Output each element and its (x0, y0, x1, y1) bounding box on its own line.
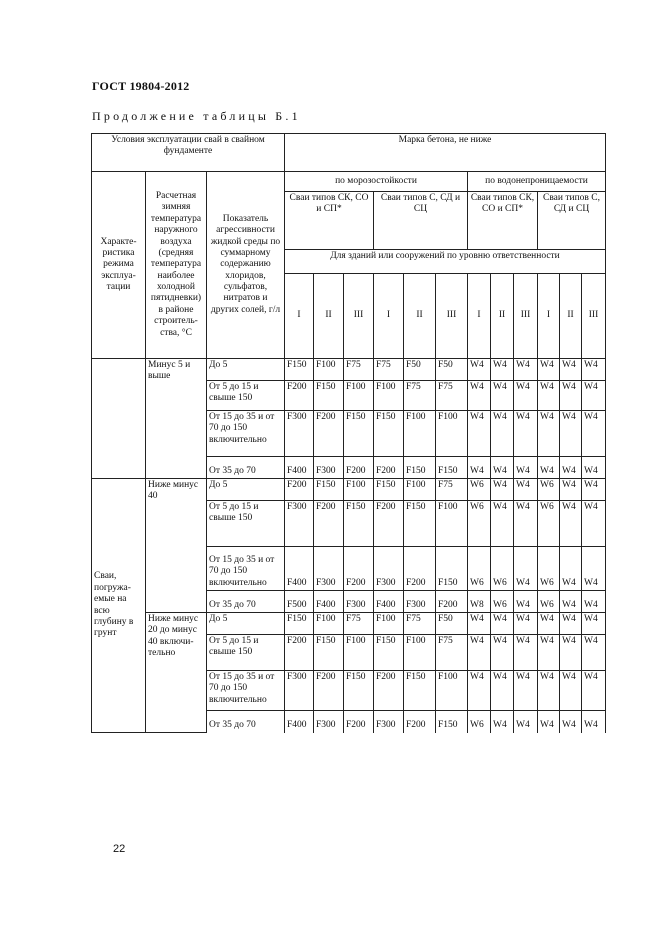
grade-value: W4 (538, 711, 560, 733)
grade-value: W6 (491, 547, 514, 591)
aggressiveness-cell: От 15 до 35 и от 70 до 150 включительно (207, 547, 285, 591)
grade-value: F100 (344, 479, 374, 501)
grade-value: F100 (374, 381, 404, 411)
header-temperature: Расчетная зимняя температура наружного воздуха (средняя температура наиболее холодной пятидневки) в районе строитель-ства, °С (146, 172, 207, 359)
mode-label: Сваи, погружа-емые на всю глубину в грунт (92, 479, 146, 733)
grade-value: W6 (468, 501, 491, 547)
temperature-cell: Ниже минус 20 до минус 40 включи-тельно (146, 613, 207, 733)
grade-value: F150 (344, 671, 374, 711)
header-water: по водонепроницаемости (468, 172, 606, 192)
aggressiveness-cell: До 5 (207, 479, 285, 501)
grade-value: W4 (582, 635, 606, 671)
header-conditions: Условия эксплуатации свай в свайном фундаменте (92, 134, 285, 172)
header-level: III (582, 274, 606, 359)
grade-value: F400 (285, 547, 314, 591)
grade-value: F200 (374, 501, 404, 547)
grade-value: F150 (436, 547, 468, 591)
grade-value: W4 (514, 613, 538, 635)
table-row (92, 359, 606, 381)
grade-value: W4 (468, 359, 491, 381)
grade-value: W4 (582, 671, 606, 711)
grade-value: W4 (560, 381, 582, 411)
grade-value: F50 (436, 613, 468, 635)
grade-value: F75 (436, 479, 468, 501)
grade-value: F100 (436, 671, 468, 711)
grade-value: W4 (538, 671, 560, 711)
grade-value: W4 (514, 457, 538, 479)
grade-value: F100 (404, 635, 436, 671)
grade-value: W4 (491, 671, 514, 711)
header-concrete-grade: Марка бетона, не ниже (285, 134, 606, 172)
grade-value: W4 (582, 381, 606, 411)
header-level: I (538, 274, 560, 359)
grade-value: W4 (538, 381, 560, 411)
grade-value: W4 (468, 671, 491, 711)
aggressiveness-cell: От 15 до 35 и от 70 до 150 включительно (207, 411, 285, 457)
document-title: ГОСТ 19804-2012 (92, 79, 190, 93)
grade-value: W4 (491, 635, 514, 671)
grade-value: W4 (514, 411, 538, 457)
header-pile-s-water: Сваи типов С, СД и СЦ (538, 192, 606, 250)
grade-value: W6 (538, 501, 560, 547)
grade-value: W4 (514, 711, 538, 733)
grade-value: W4 (582, 547, 606, 591)
grade-value: W4 (560, 613, 582, 635)
grade-value: F300 (344, 591, 374, 613)
grade-value: W4 (538, 635, 560, 671)
grade-value: F200 (344, 547, 374, 591)
grade-value: W4 (582, 613, 606, 635)
grade-value: F150 (436, 711, 468, 733)
grade-value: W4 (514, 359, 538, 381)
grade-value: F75 (404, 381, 436, 411)
header-mode: Характе-ристика режима эксплуа-тации (92, 172, 146, 359)
grade-value: F150 (344, 411, 374, 457)
grade-value: W4 (468, 381, 491, 411)
grade-value: F200 (374, 671, 404, 711)
grade-value: W4 (491, 359, 514, 381)
grade-value: W4 (538, 411, 560, 457)
grade-value: F150 (436, 457, 468, 479)
grade-value: F200 (314, 411, 344, 457)
grade-value: F200 (344, 711, 374, 733)
grade-value: F150 (285, 613, 314, 635)
grade-value: F200 (285, 381, 314, 411)
grade-value: W4 (468, 457, 491, 479)
header-level: III (514, 274, 538, 359)
grade-value: W4 (538, 457, 560, 479)
header-level: II (404, 274, 436, 359)
grade-value: W4 (491, 501, 514, 547)
header-responsibility: Для зданий или сооружений по уровню ответственности (285, 250, 606, 274)
table-row (92, 479, 606, 501)
grade-value: F300 (404, 591, 436, 613)
grade-value: W4 (514, 591, 538, 613)
grade-value: W4 (560, 479, 582, 501)
grade-value: W4 (582, 457, 606, 479)
grade-value: F100 (404, 411, 436, 457)
grade-value: F200 (314, 671, 344, 711)
grade-value: F50 (436, 359, 468, 381)
grade-value: F150 (404, 671, 436, 711)
grade-value: W4 (560, 591, 582, 613)
temperature-cell: Ниже минус 40 (146, 479, 207, 613)
grade-value: W4 (514, 479, 538, 501)
grade-value: F200 (344, 457, 374, 479)
grade-value: W4 (560, 547, 582, 591)
header-pile-sk-frost: Сваи типов СК, СО и СП* (285, 192, 374, 250)
grade-value: F150 (374, 411, 404, 457)
grade-value: W4 (491, 479, 514, 501)
grade-value: F300 (374, 547, 404, 591)
grade-value: W4 (538, 613, 560, 635)
grade-value: F200 (436, 591, 468, 613)
header-level: II (314, 274, 344, 359)
aggressiveness-cell: От 5 до 15 и свыше 150 (207, 635, 285, 671)
header-level: I (374, 274, 404, 359)
grade-value: W4 (560, 635, 582, 671)
grade-value: F100 (404, 479, 436, 501)
grade-value: F100 (374, 613, 404, 635)
aggressiveness-cell: От 5 до 15 и свыше 150 (207, 501, 285, 547)
grade-value: F100 (314, 613, 344, 635)
aggressiveness-cell: От 5 до 15 и свыше 150 (207, 381, 285, 411)
page-number: 22 (113, 843, 126, 855)
aggressiveness-cell: От 35 до 70 (207, 457, 285, 479)
grade-value: W4 (491, 613, 514, 635)
grade-value: F150 (314, 635, 344, 671)
grade-value: W6 (491, 591, 514, 613)
aggressiveness-cell: До 5 (207, 613, 285, 635)
grade-value: F100 (436, 411, 468, 457)
grade-value: F300 (314, 711, 344, 733)
grade-value: F100 (436, 501, 468, 547)
grade-value: F200 (404, 711, 436, 733)
grade-value: W6 (468, 479, 491, 501)
grade-value: W4 (514, 381, 538, 411)
grade-value: W4 (582, 501, 606, 547)
grade-value: F75 (374, 359, 404, 381)
grade-value: F400 (285, 711, 314, 733)
grade-value: W4 (582, 591, 606, 613)
grade-value: W4 (560, 457, 582, 479)
aggressiveness-cell: До 5 (207, 359, 285, 381)
grade-value: F200 (285, 635, 314, 671)
grade-value: W4 (582, 411, 606, 457)
grade-value: W4 (491, 711, 514, 733)
grade-value: F50 (404, 359, 436, 381)
grade-value: W4 (514, 671, 538, 711)
grade-value: F300 (285, 671, 314, 711)
grade-value: W4 (491, 457, 514, 479)
grade-value: F200 (404, 547, 436, 591)
grade-value: W4 (560, 411, 582, 457)
grade-value: W6 (538, 591, 560, 613)
aggressiveness-cell: От 15 до 35 и от 70 до 150 включительно (207, 671, 285, 711)
grade-value: W4 (582, 479, 606, 501)
grade-value: F150 (285, 359, 314, 381)
grade-value: W4 (514, 501, 538, 547)
grade-value: F75 (436, 381, 468, 411)
grade-value: F150 (314, 479, 344, 501)
grade-value: F150 (374, 479, 404, 501)
header-level: II (560, 274, 582, 359)
grade-value: W4 (468, 635, 491, 671)
grade-value: F400 (285, 457, 314, 479)
grade-value: F300 (285, 501, 314, 547)
header-pile-s-frost: Сваи типов С, СД и СЦ (374, 192, 468, 250)
mode-empty-cell (92, 359, 146, 479)
grade-value: W4 (560, 711, 582, 733)
grade-value: F500 (285, 591, 314, 613)
grade-value: F150 (344, 501, 374, 547)
grade-value: W6 (468, 547, 491, 591)
grade-value: F300 (314, 547, 344, 591)
table-row (92, 613, 606, 635)
grade-value: F400 (374, 591, 404, 613)
grade-value: F75 (344, 613, 374, 635)
grade-value: W4 (582, 711, 606, 733)
grade-value: F300 (314, 457, 344, 479)
grade-value: F300 (285, 411, 314, 457)
grade-value: W4 (560, 671, 582, 711)
header-pile-sk-water: Сваи типов СК, СО и СП* (468, 192, 538, 250)
header-aggressiveness: Показатель агрессивности жидкой среды по суммарному содержанию хлоридов, сульфатов, нитратов и других солей, г/л (207, 172, 285, 359)
grade-value: W4 (491, 411, 514, 457)
grade-value: F200 (314, 501, 344, 547)
grade-value: F200 (285, 479, 314, 501)
grade-value: F100 (314, 359, 344, 381)
aggressiveness-cell: От 35 до 70 (207, 591, 285, 613)
grade-value: F400 (314, 591, 344, 613)
grade-value: W6 (468, 711, 491, 733)
header-level: III (344, 274, 374, 359)
grade-value: W4 (514, 547, 538, 591)
header-level: I (285, 274, 314, 359)
grade-value: F200 (374, 457, 404, 479)
grade-value: F300 (374, 711, 404, 733)
grade-value: F150 (404, 501, 436, 547)
grade-value: W4 (582, 359, 606, 381)
grade-value: F150 (404, 457, 436, 479)
grade-value: W4 (538, 359, 560, 381)
grade-value: W4 (560, 359, 582, 381)
grade-value: F150 (314, 381, 344, 411)
concrete-grade-table (91, 133, 606, 733)
grade-value: F150 (374, 635, 404, 671)
grade-value: F75 (344, 359, 374, 381)
grade-value: W8 (468, 591, 491, 613)
grade-value: W6 (538, 479, 560, 501)
header-level: II (491, 274, 514, 359)
grade-value: W4 (468, 411, 491, 457)
grade-value: F100 (344, 381, 374, 411)
aggressiveness-cell: От 35 до 70 (207, 711, 285, 733)
temperature-cell: Минус 5 и выше (146, 359, 207, 479)
grade-value: F75 (436, 635, 468, 671)
grade-value: W4 (514, 635, 538, 671)
grade-value: W4 (560, 501, 582, 547)
grade-value: F75 (404, 613, 436, 635)
grade-value: W4 (491, 381, 514, 411)
table-continuation-label: Продолжение таблицы Б.1 (92, 109, 301, 123)
grade-value: W4 (468, 613, 491, 635)
grade-value: W6 (538, 547, 560, 591)
header-frost: по морозостойкости (285, 172, 468, 192)
grade-value: F100 (344, 635, 374, 671)
header-level: I (468, 274, 491, 359)
header-level: III (436, 274, 468, 359)
